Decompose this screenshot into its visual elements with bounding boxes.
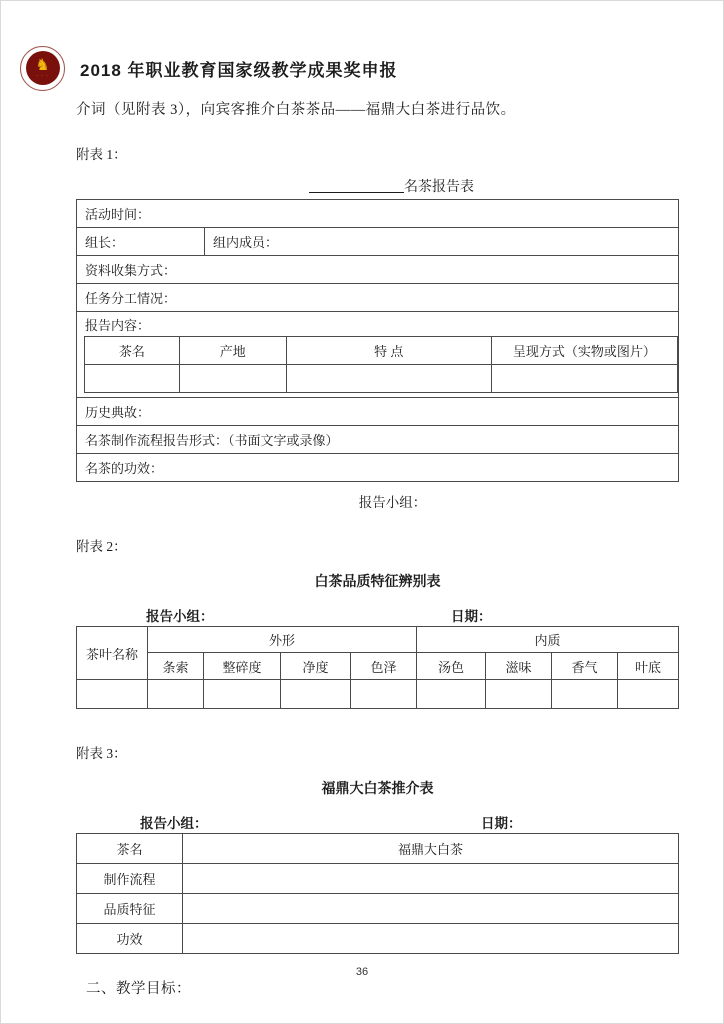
quality-feature-label: 品质特征 xyxy=(77,894,183,924)
empty-cell[interactable] xyxy=(552,680,618,709)
internal-group-header: 内质 xyxy=(417,627,679,653)
empty-cell[interactable] xyxy=(281,680,351,709)
effect-label: 功效 xyxy=(77,924,183,954)
appendix1-label: 附表 1： xyxy=(76,147,127,162)
date-label: 日期： xyxy=(451,609,492,624)
fuding-tea-promo-table xyxy=(76,833,679,954)
table-row xyxy=(77,864,679,894)
report-group-label: 报告小组： xyxy=(146,609,214,624)
effect-value[interactable] xyxy=(183,924,679,954)
empty-cell[interactable] xyxy=(351,680,417,709)
table-row xyxy=(77,312,679,398)
table-row xyxy=(77,627,679,653)
date-label: 日期： xyxy=(481,816,522,831)
table1-report-group: 报告小组： xyxy=(358,495,427,510)
table-row xyxy=(77,228,679,256)
appendix3-title: 福鼎大白茶推介表 xyxy=(321,780,434,796)
making-process-value[interactable] xyxy=(183,864,679,894)
report-group-label: 报告小组： xyxy=(140,816,208,831)
appendix3-meta-row xyxy=(76,812,679,830)
seal-inner-circle xyxy=(26,51,60,85)
table-row xyxy=(77,834,679,864)
appendix2-title: 白茶品质特征辨别表 xyxy=(314,573,441,589)
group-members-cell[interactable]: 组内成员： xyxy=(205,228,679,256)
appearance-group-header: 外形 xyxy=(148,627,417,653)
table-row xyxy=(77,454,679,482)
table-row xyxy=(85,365,678,393)
empty-cell[interactable] xyxy=(77,680,148,709)
empty-cell[interactable] xyxy=(286,365,491,393)
school-seal-horse-icon xyxy=(20,46,65,91)
origin-header: 产地 xyxy=(179,337,286,365)
data-collection-cell[interactable]: 资料收集方式： xyxy=(77,256,679,284)
table-row xyxy=(77,200,679,228)
taste-header: 滋味 xyxy=(486,653,552,680)
table-row xyxy=(77,894,679,924)
cleanliness-header: 净度 xyxy=(281,653,351,680)
table-row xyxy=(77,653,679,680)
making-process-label: 制作流程 xyxy=(77,864,183,894)
empty-cell[interactable] xyxy=(491,365,677,393)
caption-blank-line xyxy=(309,192,404,193)
empty-cell[interactable] xyxy=(179,365,286,393)
liquor-color-header: 汤色 xyxy=(417,653,486,680)
table1-caption xyxy=(76,176,679,196)
tea-name-header: 茶名 xyxy=(85,337,180,365)
process-report-cell[interactable]: 名茶制作流程报告形式：（书面文字或录像） xyxy=(77,426,679,454)
aroma-header: 香气 xyxy=(552,653,618,680)
report-content-cell xyxy=(77,312,679,398)
empty-cell[interactable] xyxy=(204,680,281,709)
tea-name-col-header: 茶叶名称 xyxy=(77,627,148,680)
document-header xyxy=(1,45,723,91)
report-content-label[interactable]: 报告内容： xyxy=(85,318,151,333)
report-form-table xyxy=(76,199,679,482)
white-tea-quality-table xyxy=(76,626,679,709)
tea-name-value[interactable]: 福鼎大白茶 xyxy=(183,834,679,864)
table-row xyxy=(77,398,679,426)
empty-cell[interactable] xyxy=(417,680,486,709)
seal-dots: · · · xyxy=(36,74,49,79)
infused-leaf-header: 叶底 xyxy=(618,653,679,680)
table-row xyxy=(77,426,679,454)
presentation-header: 呈现方式（实物或图片） xyxy=(491,337,677,365)
appendix2-meta-row xyxy=(76,605,679,623)
intro-paragraph: 介词（见附表 3），向宾客推介白茶茶品——福鼎大白茶进行品饮。 xyxy=(76,102,516,118)
tea-name-label: 茶名 xyxy=(77,834,183,864)
feature-header: 特 点 xyxy=(286,337,491,365)
table-row xyxy=(77,284,679,312)
task-division-cell[interactable]: 任务分工情况： xyxy=(77,284,679,312)
group-leader-cell[interactable]: 组长： xyxy=(77,228,205,256)
table-row xyxy=(77,680,679,709)
strip-header: 条索 xyxy=(148,653,204,680)
integrity-header: 整碎度 xyxy=(204,653,281,680)
empty-cell[interactable] xyxy=(618,680,679,709)
tea-detail-subtable xyxy=(84,336,678,393)
color-header: 色泽 xyxy=(351,653,417,680)
horse-glyph-icon: ♞ xyxy=(35,57,50,74)
empty-cell[interactable] xyxy=(486,680,552,709)
empty-cell[interactable] xyxy=(85,365,180,393)
tea-effect-cell[interactable]: 名茶的功效： xyxy=(77,454,679,482)
table-row xyxy=(77,924,679,954)
page-number: 36 xyxy=(355,966,369,978)
document-title: 2018 年职业教育国家级教学成果奖申报 xyxy=(80,60,398,80)
appendix2-label: 附表 2： xyxy=(76,539,127,554)
section2-heading: 二、教学目标： xyxy=(86,981,191,997)
table-row xyxy=(77,256,679,284)
table-row xyxy=(85,337,678,365)
activity-time-cell[interactable]: 活动时间： xyxy=(77,200,679,228)
quality-feature-value[interactable] xyxy=(183,894,679,924)
appendix3-label: 附表 3： xyxy=(76,746,127,761)
table1-caption-text: 名茶报告表 xyxy=(404,180,474,195)
history-cell[interactable]: 历史典故： xyxy=(77,398,679,426)
empty-cell[interactable] xyxy=(148,680,204,709)
